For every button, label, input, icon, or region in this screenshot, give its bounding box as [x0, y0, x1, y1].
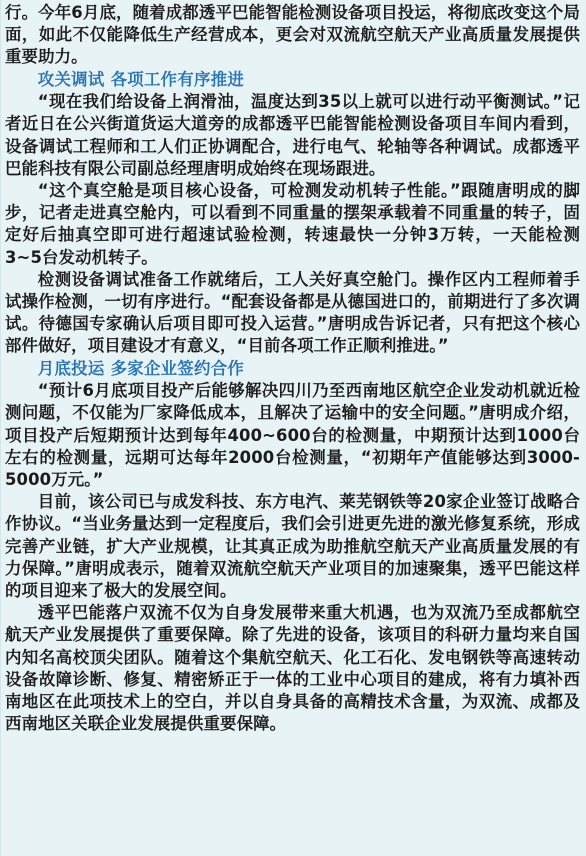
article-paragraph: “预计6月底项目投产后能够解决四川乃至西南地区航空企业发动机就近检测问题，不仅能为厂家降低成本，且解决了运输中的安全问题。”唐明成介绍，项目投产后短期预计达到每年400~600台的检测量，中期预计达到1000台左右的检测量，远期可达每年2000台检测量，“初期年产值能够达到3000-5000万元。” [5, 381, 580, 490]
article-paragraph-continued: 行。今年6月底，随着成都透平巴能智能检测设备项目投运，将彻底改变这个局面，如此不仅能降低生产经营成本，更会对双流航空航天产业高质量发展提供重要助力。 [5, 3, 580, 67]
section-heading-debugging: 攻关调试 各项工作有序推进 [37, 69, 245, 89]
article-paragraph: 目前，该公司已与成发科技、东方电汽、莱芜钢铁等20家企业签订战略合作协议。“当业务量达到一定程度后，我们会引进更先进的激光修复系统，形成完善产业链，扩大产业规模，让其真正成为助推航空航天产业高质量发展的有力保障。”唐明成表示，随着双流航空航天产业项目的加速聚集，透平巴能这样的项目迎来了极大的发展空间。 [5, 492, 580, 601]
article-paragraph: 检测设备调试准备工作就绪后，工人关好真空舱门。操作区内工程师着手试操作检测，一切有序进行。“配套设备都是从德国进口的，前期进行了多次调试。待德国专家确认后项目即可投入运营。”唐明成告诉记者，只有把这个核心部件做好，项目建设才有意义，“目前各项工作正顺利推进。” [5, 269, 580, 356]
article-paragraph: “这个真空舱是项目核心设备，可检测发动机转子性能。”跟随唐明成的脚步，记者走进真空舱内，可以看到不同重量的摆架承载着不同重量的转子，固定好后抽真空即可进行超速试验检测，转速最快一分钟3万转，一天能检测3~5台发动机转子。 [5, 181, 580, 267]
article-paragraph: 透平巴能落户双流不仅为自身发展带来重大机遇，也为双流乃至成都航空航天产业发展提供了重要保障。除了先进的设备，该项目的科研力量均来自国内知名高校顶尖团队。随着这个集航空航天、化工石化、发电钢铁等高速转动设备故障诊断、修复、精密矫正于一体的工业中心项目的建成，将有力填补西南地区在此项技术上的空白，并以自身具备的高精技术含量，为双流、成都及西南地区关联企业发展提供重要保障。 [5, 603, 580, 734]
article-paragraph: “现在我们给设备上润滑油，温度达到35以上就可以进行动平衡测试。”记者近日在公兴街道货运大道旁的成都透平巴能智能检测设备项目车间内看到，设备调试工程师和工人们正协调配合，进行电气、轮轴等各种调试。成都透平巴能科技有限公司副总经理唐明成始终在现场跟进。 [5, 92, 580, 178]
section-heading-operation: 月底投运 多家企业签约合作 [37, 358, 245, 378]
